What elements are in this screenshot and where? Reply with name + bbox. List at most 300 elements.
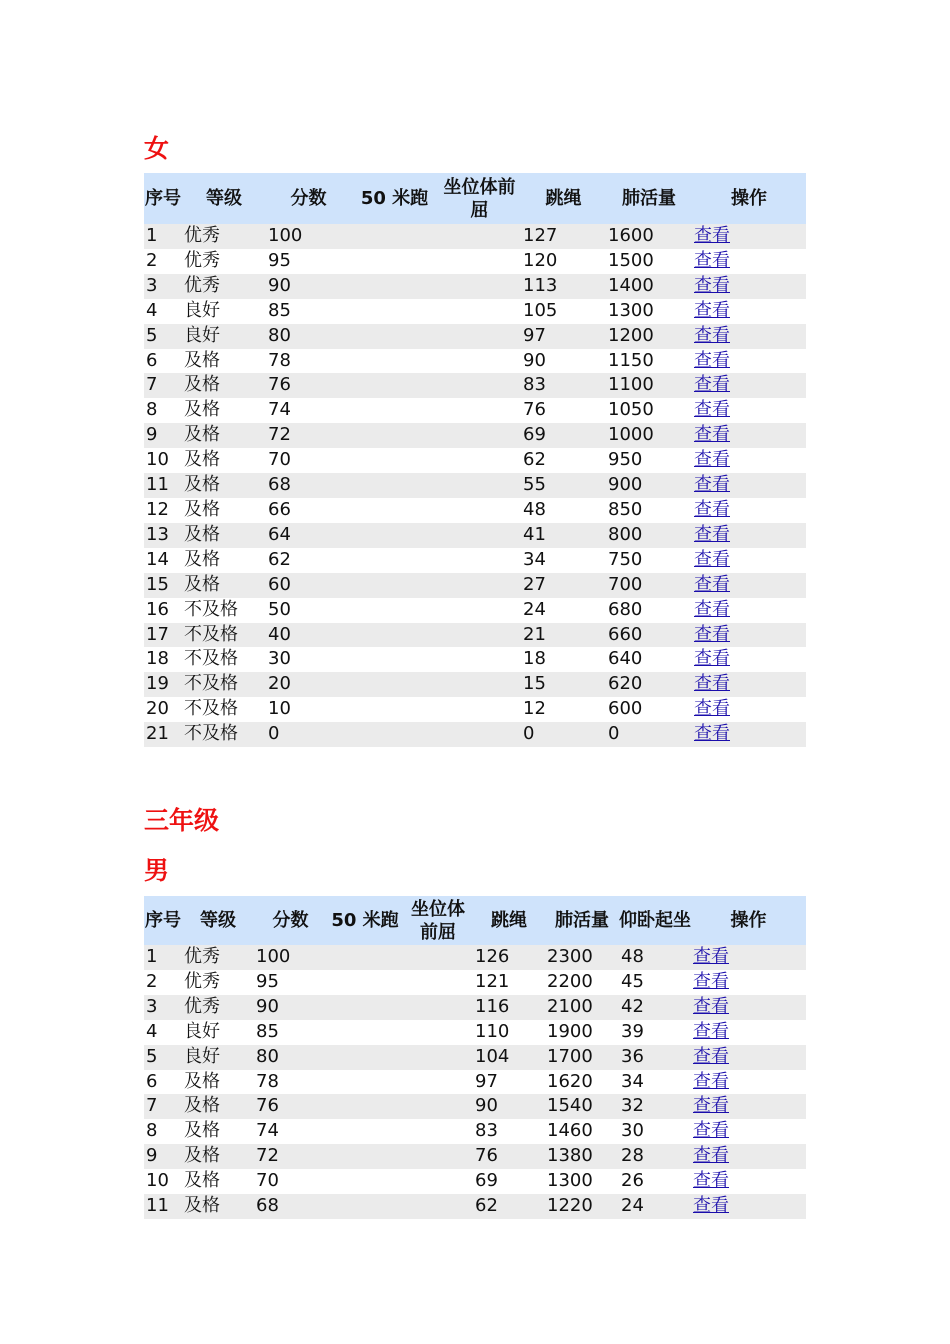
cell-sit-and-reach xyxy=(438,598,521,623)
cell-lung-capacity: 1700 xyxy=(545,1045,619,1070)
view-link[interactable]: 查看 xyxy=(693,1120,729,1142)
cell-level: 不及格 xyxy=(182,598,266,623)
cell-sprint-50m xyxy=(351,299,438,324)
cell-sit-ups: 28 xyxy=(619,1144,691,1169)
view-link[interactable]: 查看 xyxy=(693,1020,729,1042)
cell-score: 90 xyxy=(266,274,351,299)
cell-sit-and-reach xyxy=(438,498,521,523)
cell-index: 11 xyxy=(144,473,182,498)
grade-title: 三年级 xyxy=(144,806,220,835)
table-row xyxy=(144,598,806,623)
cell-jump-rope: 105 xyxy=(521,299,606,324)
view-link[interactable]: 查看 xyxy=(694,299,730,321)
cell-jump-rope: 18 xyxy=(521,647,606,672)
cell-sprint-50m xyxy=(327,1194,403,1219)
cell-score: 74 xyxy=(254,1119,327,1144)
cell-index: 11 xyxy=(144,1194,182,1219)
cell-index: 18 xyxy=(144,647,182,672)
cell-level: 优秀 xyxy=(182,995,254,1020)
cell-score: 0 xyxy=(266,722,351,747)
cell-lung-capacity: 750 xyxy=(606,548,692,573)
cell-lung-capacity: 1600 xyxy=(606,224,692,249)
cell-sprint-50m xyxy=(351,324,438,349)
cell-level: 不及格 xyxy=(182,672,266,697)
col-header-index: 序号 xyxy=(144,896,182,945)
view-link[interactable]: 查看 xyxy=(694,598,730,620)
cell-lung-capacity: 950 xyxy=(606,448,692,473)
action-cell xyxy=(692,647,806,672)
cell-sprint-50m xyxy=(351,249,438,274)
cell-level: 及格 xyxy=(182,548,266,573)
cell-level: 及格 xyxy=(182,423,266,448)
cell-lung-capacity: 850 xyxy=(606,498,692,523)
cell-level: 优秀 xyxy=(182,945,254,970)
view-link[interactable]: 查看 xyxy=(694,274,730,296)
cell-sit-and-reach xyxy=(438,647,521,672)
cell-sprint-50m xyxy=(351,498,438,523)
cell-index: 1 xyxy=(144,224,182,249)
view-link[interactable]: 查看 xyxy=(693,970,729,992)
cell-sprint-50m xyxy=(351,672,438,697)
cell-level: 及格 xyxy=(182,1194,254,1219)
cell-lung-capacity: 700 xyxy=(606,573,692,598)
cell-jump-rope: 97 xyxy=(473,1070,545,1095)
cell-sit-and-reach xyxy=(403,1045,473,1070)
view-link[interactable]: 查看 xyxy=(694,623,730,645)
cell-sprint-50m xyxy=(327,1144,403,1169)
cell-lung-capacity: 1380 xyxy=(545,1144,619,1169)
cell-sit-and-reach xyxy=(438,224,521,249)
cell-sit-and-reach xyxy=(438,324,521,349)
table-row xyxy=(144,1070,806,1095)
col-header-lung-capacity: 肺活量 xyxy=(545,896,619,945)
table-row xyxy=(144,1144,806,1169)
cell-jump-rope: 69 xyxy=(521,423,606,448)
cell-sit-and-reach xyxy=(438,448,521,473)
cell-lung-capacity: 1000 xyxy=(606,423,692,448)
cell-score: 68 xyxy=(254,1194,327,1219)
col-header-index: 序号 xyxy=(144,173,182,224)
cell-lung-capacity: 0 xyxy=(606,722,692,747)
cell-sprint-50m xyxy=(351,722,438,747)
action-cell xyxy=(692,498,806,523)
cell-jump-rope: 104 xyxy=(473,1045,545,1070)
cell-score: 100 xyxy=(266,224,351,249)
cell-jump-rope: 34 xyxy=(521,548,606,573)
view-link[interactable]: 查看 xyxy=(693,995,729,1017)
cell-sit-and-reach xyxy=(403,1194,473,1219)
cell-sprint-50m xyxy=(351,448,438,473)
table-row xyxy=(144,995,806,1020)
cell-sit-and-reach xyxy=(438,523,521,548)
cell-lung-capacity: 620 xyxy=(606,672,692,697)
cell-jump-rope: 83 xyxy=(521,373,606,398)
cell-sprint-50m xyxy=(351,398,438,423)
cell-sit-and-reach xyxy=(403,995,473,1020)
action-cell xyxy=(692,249,806,274)
cell-sit-and-reach xyxy=(403,1070,473,1095)
view-link[interactable]: 查看 xyxy=(693,1070,729,1092)
cell-score: 20 xyxy=(266,672,351,697)
cell-lung-capacity: 1100 xyxy=(606,373,692,398)
action-cell xyxy=(692,423,806,448)
view-link[interactable]: 查看 xyxy=(694,548,730,570)
view-link[interactable]: 查看 xyxy=(694,474,730,496)
view-link[interactable]: 查看 xyxy=(693,1170,729,1192)
cell-lung-capacity: 2300 xyxy=(545,945,619,970)
cell-lung-capacity: 660 xyxy=(606,623,692,648)
view-link[interactable]: 查看 xyxy=(694,498,730,520)
cell-level: 及格 xyxy=(182,1144,254,1169)
cell-index: 4 xyxy=(144,299,182,324)
col-header-score: 分数 xyxy=(254,896,327,945)
view-link[interactable]: 查看 xyxy=(694,324,730,346)
view-link[interactable]: 查看 xyxy=(693,1045,729,1067)
action-cell xyxy=(692,473,806,498)
cell-score: 72 xyxy=(266,423,351,448)
cell-index: 4 xyxy=(144,1020,182,1045)
cell-level: 不及格 xyxy=(182,697,266,722)
cell-score: 72 xyxy=(254,1144,327,1169)
cell-lung-capacity: 2100 xyxy=(545,995,619,1020)
table-row xyxy=(144,398,806,423)
cell-sit-and-reach xyxy=(438,299,521,324)
cell-sit-ups: 34 xyxy=(619,1070,691,1095)
table-row xyxy=(144,473,806,498)
cell-sit-and-reach xyxy=(438,722,521,747)
cell-sprint-50m xyxy=(327,995,403,1020)
action-cell xyxy=(691,995,806,1020)
cell-lung-capacity: 1300 xyxy=(545,1169,619,1194)
cell-index: 2 xyxy=(144,970,182,995)
cell-sit-ups: 26 xyxy=(619,1169,691,1194)
cell-level: 良好 xyxy=(182,1045,254,1070)
cell-index: 6 xyxy=(144,1070,182,1095)
cell-score: 80 xyxy=(254,1045,327,1070)
action-cell xyxy=(692,224,806,249)
cell-sit-and-reach xyxy=(403,1169,473,1194)
table-header-row xyxy=(144,896,806,945)
view-link[interactable]: 查看 xyxy=(693,1095,729,1117)
cell-sit-and-reach xyxy=(403,945,473,970)
table-row xyxy=(144,224,806,249)
cell-score: 85 xyxy=(266,299,351,324)
cell-level: 不及格 xyxy=(182,647,266,672)
cell-sit-and-reach xyxy=(403,970,473,995)
col-header-sit-and-reach: 坐位体前屈 xyxy=(403,896,473,945)
cell-index: 17 xyxy=(144,623,182,648)
cell-lung-capacity: 2200 xyxy=(545,970,619,995)
cell-index: 8 xyxy=(144,1119,182,1144)
cell-level: 及格 xyxy=(182,1119,254,1144)
cell-jump-rope: 97 xyxy=(521,324,606,349)
cell-jump-rope: 110 xyxy=(473,1020,545,1045)
cell-score: 70 xyxy=(266,448,351,473)
cell-sit-and-reach xyxy=(438,473,521,498)
view-link[interactable]: 查看 xyxy=(694,723,730,745)
view-link[interactable]: 查看 xyxy=(694,399,730,421)
cell-sprint-50m xyxy=(327,1094,403,1119)
cell-sprint-50m xyxy=(351,598,438,623)
action-cell xyxy=(692,548,806,573)
cell-score: 95 xyxy=(254,970,327,995)
cell-sit-and-reach xyxy=(438,672,521,697)
view-link[interactable]: 查看 xyxy=(694,449,730,471)
table-row xyxy=(144,672,806,697)
cell-level: 及格 xyxy=(182,1070,254,1095)
table-row xyxy=(144,697,806,722)
cell-score: 64 xyxy=(266,523,351,548)
cell-score: 70 xyxy=(254,1169,327,1194)
action-cell xyxy=(692,324,806,349)
cell-sit-and-reach xyxy=(438,349,521,374)
action-cell xyxy=(691,1169,806,1194)
view-link[interactable]: 查看 xyxy=(694,424,730,446)
cell-jump-rope: 21 xyxy=(521,623,606,648)
cell-lung-capacity: 1300 xyxy=(606,299,692,324)
table-row xyxy=(144,448,806,473)
action-cell xyxy=(691,1144,806,1169)
col-header-sprint-50m: 50 米跑 xyxy=(327,896,403,945)
table-row xyxy=(144,274,806,299)
cell-index: 21 xyxy=(144,722,182,747)
cell-level: 良好 xyxy=(182,324,266,349)
view-link[interactable]: 查看 xyxy=(694,374,730,396)
cell-sit-and-reach xyxy=(438,373,521,398)
cell-sprint-50m xyxy=(351,623,438,648)
cell-jump-rope: 69 xyxy=(473,1169,545,1194)
table-row xyxy=(144,324,806,349)
cell-lung-capacity: 680 xyxy=(606,598,692,623)
cell-sit-and-reach xyxy=(403,1119,473,1144)
col-header-action: 操作 xyxy=(692,173,806,224)
cell-score: 40 xyxy=(266,623,351,648)
cell-lung-capacity: 1500 xyxy=(606,249,692,274)
table-row xyxy=(144,299,806,324)
action-cell xyxy=(691,1094,806,1119)
cell-index: 19 xyxy=(144,672,182,697)
cell-index: 13 xyxy=(144,523,182,548)
girls-standards-table xyxy=(144,173,806,747)
cell-lung-capacity: 800 xyxy=(606,523,692,548)
table-row xyxy=(144,498,806,523)
cell-sprint-50m xyxy=(351,274,438,299)
section-title-boys: 男 xyxy=(144,856,170,885)
cell-sit-ups: 39 xyxy=(619,1020,691,1045)
table-row xyxy=(144,647,806,672)
cell-score: 30 xyxy=(266,647,351,672)
cell-sprint-50m xyxy=(327,1119,403,1144)
cell-jump-rope: 126 xyxy=(473,945,545,970)
table-row xyxy=(144,523,806,548)
table-row xyxy=(144,1094,806,1119)
cell-score: 100 xyxy=(254,945,327,970)
cell-level: 良好 xyxy=(182,1020,254,1045)
view-link[interactable]: 查看 xyxy=(694,249,730,271)
action-cell xyxy=(691,970,806,995)
cell-sit-and-reach xyxy=(438,274,521,299)
cell-sit-and-reach xyxy=(438,573,521,598)
view-link[interactable]: 查看 xyxy=(693,1195,729,1217)
action-cell xyxy=(692,623,806,648)
cell-sit-and-reach xyxy=(403,1020,473,1045)
cell-jump-rope: 12 xyxy=(521,697,606,722)
cell-level: 及格 xyxy=(182,1094,254,1119)
action-cell xyxy=(691,1070,806,1095)
col-header-jump-rope: 跳绳 xyxy=(521,173,606,224)
action-cell xyxy=(691,1194,806,1219)
action-cell xyxy=(692,722,806,747)
col-header-sprint-50m: 50 米跑 xyxy=(351,173,438,224)
action-cell xyxy=(692,398,806,423)
cell-lung-capacity: 1620 xyxy=(545,1070,619,1095)
view-link[interactable]: 查看 xyxy=(694,225,730,246)
view-link[interactable]: 查看 xyxy=(693,1145,729,1167)
cell-jump-rope: 113 xyxy=(521,274,606,299)
cell-sit-and-reach xyxy=(438,623,521,648)
view-link[interactable]: 查看 xyxy=(693,946,729,967)
cell-level: 优秀 xyxy=(182,224,266,249)
view-link[interactable]: 查看 xyxy=(694,648,730,670)
action-cell xyxy=(692,448,806,473)
cell-lung-capacity: 1200 xyxy=(606,324,692,349)
cell-level: 及格 xyxy=(182,448,266,473)
cell-sit-ups: 30 xyxy=(619,1119,691,1144)
cell-level: 不及格 xyxy=(182,722,266,747)
col-header-sit-ups: 仰卧起坐 xyxy=(619,896,691,945)
cell-jump-rope: 15 xyxy=(521,672,606,697)
cell-index: 2 xyxy=(144,249,182,274)
cell-level: 及格 xyxy=(182,573,266,598)
cell-score: 90 xyxy=(254,995,327,1020)
cell-level: 及格 xyxy=(182,523,266,548)
cell-jump-rope: 62 xyxy=(473,1194,545,1219)
table-row xyxy=(144,1119,806,1144)
cell-level: 优秀 xyxy=(182,970,254,995)
cell-sprint-50m xyxy=(327,945,403,970)
col-header-action: 操作 xyxy=(691,896,806,945)
col-header-level: 等级 xyxy=(182,896,254,945)
view-link[interactable]: 查看 xyxy=(694,349,730,371)
cell-jump-rope: 55 xyxy=(521,473,606,498)
cell-lung-capacity: 640 xyxy=(606,647,692,672)
cell-sprint-50m xyxy=(351,373,438,398)
cell-jump-rope: 62 xyxy=(521,448,606,473)
cell-lung-capacity: 1460 xyxy=(545,1119,619,1144)
cell-jump-rope: 127 xyxy=(521,224,606,249)
view-link[interactable]: 查看 xyxy=(694,523,730,545)
cell-index: 12 xyxy=(144,498,182,523)
cell-sprint-50m xyxy=(351,697,438,722)
cell-score: 76 xyxy=(254,1094,327,1119)
cell-sprint-50m xyxy=(327,970,403,995)
cell-index: 5 xyxy=(144,324,182,349)
action-cell xyxy=(692,349,806,374)
cell-score: 68 xyxy=(266,473,351,498)
action-cell xyxy=(692,523,806,548)
cell-score: 50 xyxy=(266,598,351,623)
cell-score: 78 xyxy=(254,1070,327,1095)
cell-jump-rope: 120 xyxy=(521,249,606,274)
view-link[interactable]: 查看 xyxy=(694,573,730,595)
action-cell xyxy=(691,1045,806,1070)
cell-jump-rope: 0 xyxy=(521,722,606,747)
cell-lung-capacity: 600 xyxy=(606,697,692,722)
cell-index: 20 xyxy=(144,697,182,722)
cell-jump-rope: 116 xyxy=(473,995,545,1020)
table-row xyxy=(144,423,806,448)
cell-index: 14 xyxy=(144,548,182,573)
view-link[interactable]: 查看 xyxy=(694,698,730,720)
cell-sit-ups: 45 xyxy=(619,970,691,995)
cell-score: 76 xyxy=(266,373,351,398)
cell-sprint-50m xyxy=(351,647,438,672)
table-row xyxy=(144,970,806,995)
cell-score: 80 xyxy=(266,324,351,349)
cell-sprint-50m xyxy=(351,548,438,573)
cell-score: 62 xyxy=(266,548,351,573)
table-header-row xyxy=(144,173,806,224)
cell-jump-rope: 24 xyxy=(521,598,606,623)
cell-jump-rope: 90 xyxy=(521,349,606,374)
cell-index: 15 xyxy=(144,573,182,598)
table-row xyxy=(144,249,806,274)
cell-level: 及格 xyxy=(182,1169,254,1194)
table-row xyxy=(144,548,806,573)
cell-jump-rope: 121 xyxy=(473,970,545,995)
cell-score: 60 xyxy=(266,573,351,598)
cell-index: 8 xyxy=(144,398,182,423)
cell-level: 优秀 xyxy=(182,249,266,274)
cell-sit-ups: 24 xyxy=(619,1194,691,1219)
cell-index: 7 xyxy=(144,373,182,398)
cell-score: 95 xyxy=(266,249,351,274)
boys-standards-table xyxy=(144,896,806,1219)
cell-score: 10 xyxy=(266,697,351,722)
cell-level: 良好 xyxy=(182,299,266,324)
action-cell xyxy=(692,274,806,299)
cell-jump-rope: 48 xyxy=(521,498,606,523)
cell-sit-ups: 48 xyxy=(619,945,691,970)
cell-level: 及格 xyxy=(182,349,266,374)
action-cell xyxy=(692,299,806,324)
action-cell xyxy=(691,1020,806,1045)
action-cell xyxy=(691,945,806,970)
cell-level: 及格 xyxy=(182,398,266,423)
cell-sit-and-reach xyxy=(403,1144,473,1169)
table-row xyxy=(144,1045,806,1070)
cell-index: 7 xyxy=(144,1094,182,1119)
cell-index: 10 xyxy=(144,448,182,473)
cell-index: 3 xyxy=(144,995,182,1020)
cell-jump-rope: 27 xyxy=(521,573,606,598)
cell-lung-capacity: 1400 xyxy=(606,274,692,299)
cell-lung-capacity: 1150 xyxy=(606,349,692,374)
cell-level: 及格 xyxy=(182,373,266,398)
cell-index: 9 xyxy=(144,423,182,448)
cell-sit-and-reach xyxy=(438,398,521,423)
view-link[interactable]: 查看 xyxy=(694,673,730,695)
cell-lung-capacity: 1900 xyxy=(545,1020,619,1045)
cell-index: 1 xyxy=(144,945,182,970)
cell-sprint-50m xyxy=(351,473,438,498)
col-header-level: 等级 xyxy=(182,173,266,224)
cell-sprint-50m xyxy=(327,1070,403,1095)
cell-level: 优秀 xyxy=(182,274,266,299)
cell-index: 5 xyxy=(144,1045,182,1070)
table-row xyxy=(144,945,806,970)
cell-sprint-50m xyxy=(351,573,438,598)
